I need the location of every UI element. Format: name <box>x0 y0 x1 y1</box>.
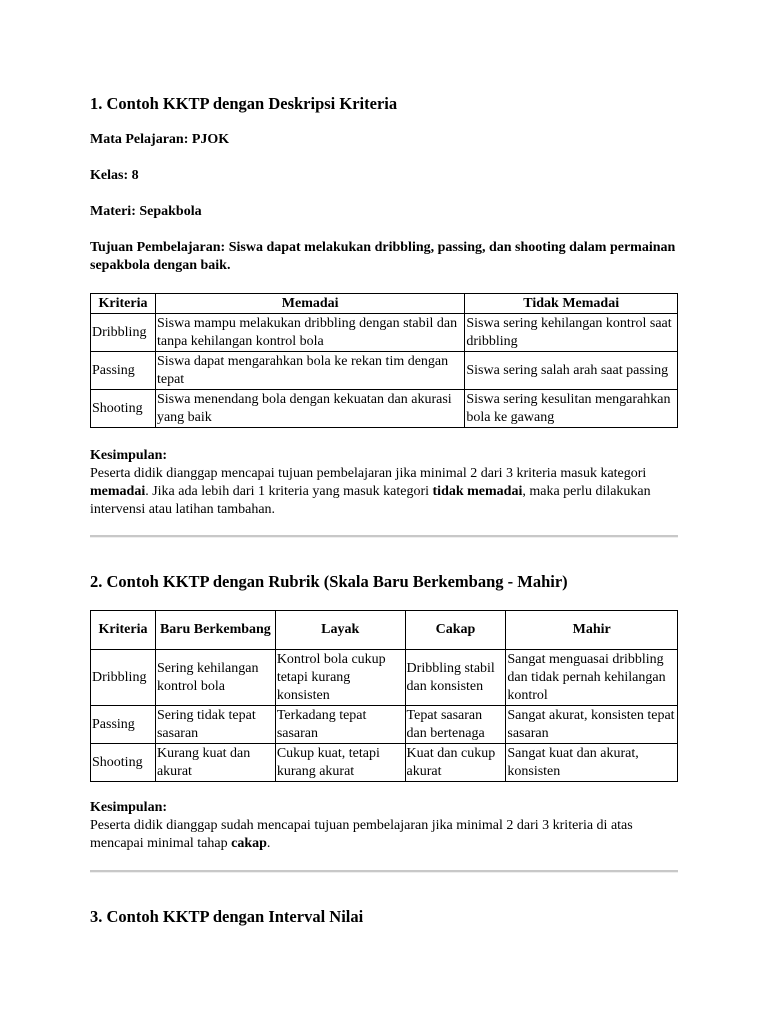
table-cell: Sering kehilangan kontrol bola <box>155 650 275 706</box>
table-header: Memadai <box>155 294 464 314</box>
kesimpulan-label: Kesimpulan: <box>90 800 168 815</box>
table-header: Kriteria <box>91 294 156 314</box>
table-cell: Sangat akurat, konsisten tepat sasaran <box>506 706 678 744</box>
mata-pelajaran: Mata Pelajaran: PJOK <box>90 132 230 147</box>
table-row <box>91 390 678 428</box>
table-cell: Dribbling <box>91 314 156 352</box>
kesimpulan-text: , maka perlu dilakukan intervensi atau latihan tambahan. <box>90 484 651 517</box>
table-cell: Shooting <box>91 744 156 782</box>
tujuan-pembelajaran: Tujuan Pembelajaran: Siswa dapat melakukan dribbling, passing, dan shooting dalam permainan sepakbola dengan baik. <box>90 240 676 273</box>
table-cell: Kurang kuat dan akurat <box>155 744 275 782</box>
table-cell: Dribbling <box>91 650 156 706</box>
table-cell: Terkadang tepat sasaran <box>275 706 405 744</box>
kesimpulan-label: Kesimpulan: <box>90 448 168 463</box>
table-cell: Sering tidak tepat sasaran <box>155 706 275 744</box>
kesimpulan-1 <box>90 447 678 519</box>
table-cell: Sangat menguasai dribbling dan tidak pernah kehilangan kontrol <box>506 650 678 706</box>
table-header: Baru Berkembang <box>155 611 275 650</box>
table-header: Cakap <box>405 611 506 650</box>
table-cell: Sangat kuat dan akurat, konsisten <box>506 744 678 782</box>
kesimpulan-bold: cakap <box>231 836 267 851</box>
table-row <box>91 352 678 390</box>
kesimpulan-text: Peserta didik dianggap sudah mencapai tujuan pembelajaran jika minimal 2 dari 3 kriteria di atas mencapai minimal tahap <box>90 818 633 851</box>
table-cell: Passing <box>91 706 156 744</box>
table-row <box>91 706 678 744</box>
table-cell: Siswa sering salah arah saat passing <box>465 352 678 390</box>
kesimpulan-text: . <box>266 836 271 851</box>
table-cell: Dribbling stabil dan konsisten <box>405 650 506 706</box>
kesimpulan-2 <box>90 799 678 853</box>
table-cell: Cukup kuat, tetapi kurang akurat <box>275 744 405 782</box>
table-cell: Kuat dan cukup akurat <box>405 744 506 782</box>
table-cell: Siswa dapat mengarahkan bola ke rekan tim dengan tepat <box>155 352 464 390</box>
table-cell: Siswa sering kehilangan kontrol saat dribbling <box>465 314 678 352</box>
table-cell: Tepat sasaran dan bertenaga <box>405 706 506 744</box>
kesimpulan-text: . Jika ada lebih dari 1 kriteria yang masuk kategori <box>145 484 433 499</box>
section-divider <box>90 870 678 873</box>
section-3-heading: 3. Contoh KKTP dengan Interval Nilai <box>90 907 364 926</box>
kesimpulan-text: Peserta didik dianggap mencapai tujuan pembelajaran jika minimal 2 dari 3 kriteria masuk kategori <box>90 466 647 481</box>
table-row <box>91 650 678 706</box>
table-header: Mahir <box>506 611 678 650</box>
table-row <box>91 744 678 782</box>
table-cell: Siswa mampu melakukan dribbling dengan stabil dan tanpa kehilangan kontrol bola <box>155 314 464 352</box>
kelas: Kelas: 8 <box>90 168 139 183</box>
table-header-row <box>91 611 678 650</box>
table-cell: Shooting <box>91 390 156 428</box>
rubrik-table <box>90 610 678 782</box>
section-divider <box>90 535 678 538</box>
table-header: Layak <box>275 611 405 650</box>
table-row <box>91 314 678 352</box>
table-cell: Passing <box>91 352 156 390</box>
table-header: Tidak Memadai <box>465 294 678 314</box>
table-header: Kriteria <box>91 611 156 650</box>
table-cell: Kontrol bola cukup tetapi kurang konsisten <box>275 650 405 706</box>
table-cell: Siswa menendang bola dengan kekuatan dan akurasi yang baik <box>155 390 464 428</box>
table-cell: Siswa sering kesulitan mengarahkan bola ke gawang <box>465 390 678 428</box>
section-2-heading: 2. Contoh KKTP dengan Rubrik (Skala Baru Berkembang - Mahir) <box>90 572 568 591</box>
table-header-row <box>91 294 678 314</box>
kesimpulan-bold: memadai <box>90 484 146 499</box>
section-1-heading: 1. Contoh KKTP dengan Deskripsi Kriteria <box>90 94 398 113</box>
materi: Materi: Sepakbola <box>90 204 202 219</box>
kesimpulan-bold: tidak memadai <box>432 484 523 499</box>
kriteria-table <box>90 293 678 428</box>
